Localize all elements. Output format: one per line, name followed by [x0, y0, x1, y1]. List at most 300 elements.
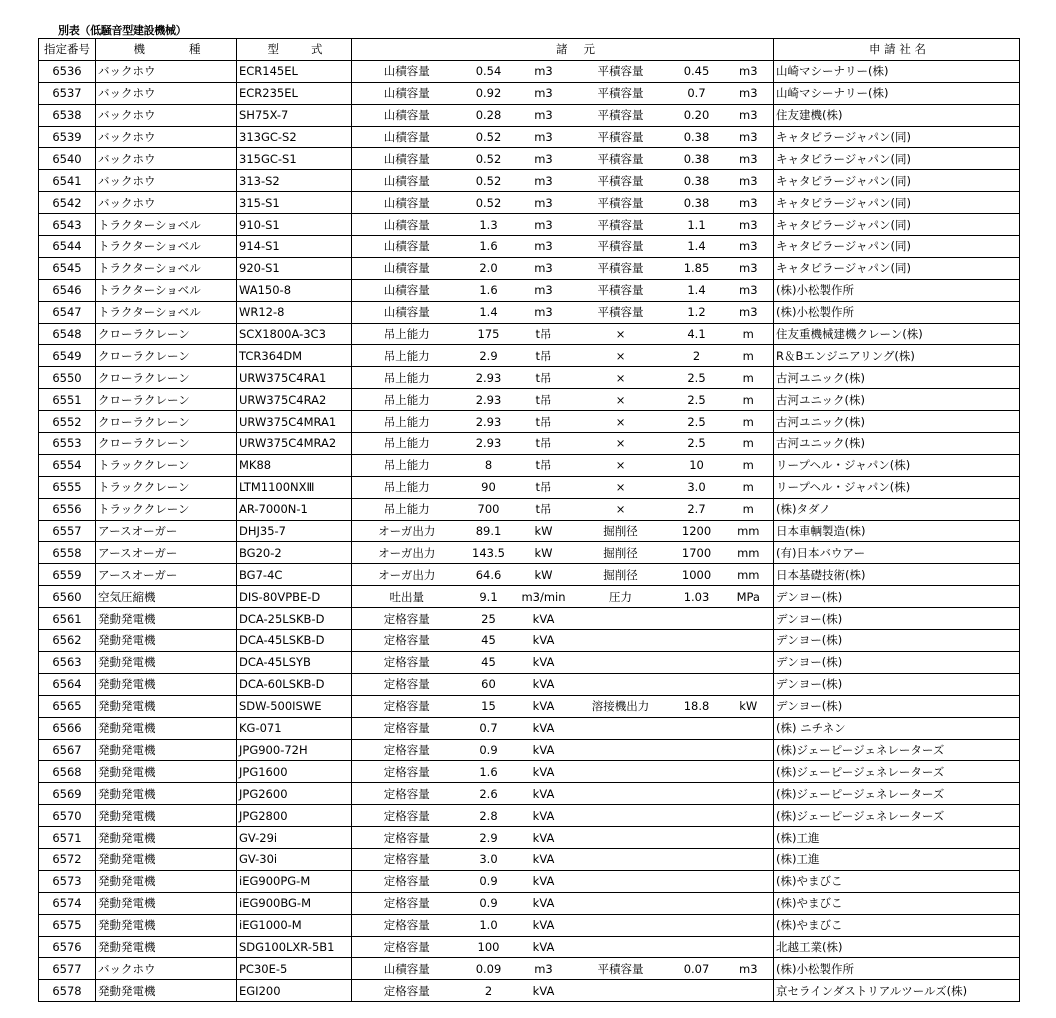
cell-spec-label: 定格容量 — [352, 717, 462, 739]
table-row — [39, 60, 1020, 82]
cell-spec-unit: m3 — [516, 236, 572, 258]
cell-company: キャタピラージャパン(同) — [774, 170, 1020, 192]
table-row — [39, 389, 1020, 411]
cell-company: デンヨー(株) — [774, 608, 1020, 630]
cell-spec-label: 吊上能力 — [352, 323, 462, 345]
cell-spec2-label: 平積容量 — [572, 958, 670, 980]
cell-spec-label: 山積容量 — [352, 126, 462, 148]
cell-number: 6557 — [39, 520, 96, 542]
cell-spec-value: 60 — [462, 673, 516, 695]
cell-machine: クローラクレーン — [96, 433, 237, 455]
cell-spec-label: 定格容量 — [352, 761, 462, 783]
cell-spec-value: 2 — [462, 980, 516, 1002]
cell-company: リープヘル・ジャパン(株) — [774, 476, 1020, 498]
cell-spec-label: 山積容量 — [352, 60, 462, 82]
table-row — [39, 564, 1020, 586]
cell-model: URW375C4MRA2 — [237, 433, 352, 455]
cell-spec-value: 175 — [462, 323, 516, 345]
table-row — [39, 104, 1020, 126]
cell-spec2-value — [670, 827, 724, 849]
cell-company: デンヨー(株) — [774, 695, 1020, 717]
cell-company: キャタピラージャパン(同) — [774, 236, 1020, 258]
cell-spec-value: 143.5 — [462, 542, 516, 564]
cell-spec-label: 山積容量 — [352, 170, 462, 192]
cell-company: (株)小松製作所 — [774, 958, 1020, 980]
cell-spec2-value — [670, 739, 724, 761]
table-row — [39, 82, 1020, 104]
table-row — [39, 301, 1020, 323]
cell-company: (株)やまびこ — [774, 914, 1020, 936]
cell-model: 313GC-S2 — [237, 126, 352, 148]
table-row — [39, 126, 1020, 148]
cell-machine: 発動発電機 — [96, 608, 237, 630]
cell-spec-unit: kVA — [516, 870, 572, 892]
cell-spec-unit: kVA — [516, 651, 572, 673]
cell-spec2-label — [572, 980, 670, 1002]
cell-company: 古河ユニック(株) — [774, 411, 1020, 433]
cell-spec2-value: 1000 — [670, 564, 724, 586]
cell-spec2-unit: m — [724, 476, 774, 498]
cell-spec-label: 定格容量 — [352, 936, 462, 958]
cell-number: 6565 — [39, 695, 96, 717]
cell-model: SCX1800A-3C3 — [237, 323, 352, 345]
cell-spec2-unit: m — [724, 498, 774, 520]
table-row — [39, 498, 1020, 520]
cell-model: WR12-8 — [237, 301, 352, 323]
cell-spec2-unit — [724, 892, 774, 914]
cell-model: GV-29i — [237, 827, 352, 849]
cell-machine: 発動発電機 — [96, 892, 237, 914]
table-row — [39, 520, 1020, 542]
cell-machine: アースオーガー — [96, 520, 237, 542]
cell-spec2-unit — [724, 848, 774, 870]
cell-spec2-value: 0.20 — [670, 104, 724, 126]
cell-company: (株)ジェーピージェネレーターズ — [774, 761, 1020, 783]
cell-company: (株)工進 — [774, 827, 1020, 849]
cell-spec2-label: 掘削径 — [572, 520, 670, 542]
cell-company: キャタピラージャパン(同) — [774, 192, 1020, 214]
cell-spec2-label: 平積容量 — [572, 148, 670, 170]
cell-machine: バックホウ — [96, 170, 237, 192]
cell-number: 6547 — [39, 301, 96, 323]
cell-machine: トラクターショベル — [96, 236, 237, 258]
cell-spec2-unit — [724, 761, 774, 783]
cell-spec-value: 90 — [462, 476, 516, 498]
cell-spec-label: 定格容量 — [352, 630, 462, 652]
cell-spec2-unit — [724, 673, 774, 695]
cell-spec2-unit — [724, 783, 774, 805]
cell-spec-value: 0.54 — [462, 60, 516, 82]
cell-spec-label: 吊上能力 — [352, 433, 462, 455]
table-row — [39, 279, 1020, 301]
cell-model: DCA-60LSKB-D — [237, 673, 352, 695]
cell-company: 山崎マシーナリー(株) — [774, 82, 1020, 104]
cell-company: (株)小松製作所 — [774, 301, 1020, 323]
header-company: 申 請 社 名 — [774, 39, 1020, 61]
cell-spec2-label: 平積容量 — [572, 192, 670, 214]
cell-spec2-unit: mm — [724, 542, 774, 564]
cell-machine: 発動発電機 — [96, 761, 237, 783]
cell-number: 6574 — [39, 892, 96, 914]
cell-spec2-label — [572, 848, 670, 870]
cell-spec-unit: t吊 — [516, 476, 572, 498]
cell-machine: アースオーガー — [96, 542, 237, 564]
cell-number: 6561 — [39, 608, 96, 630]
table-row — [39, 717, 1020, 739]
cell-spec2-value: 2.7 — [670, 498, 724, 520]
cell-company: 住友建機(株) — [774, 104, 1020, 126]
cell-spec2-label: × — [572, 433, 670, 455]
cell-spec-unit: kW — [516, 520, 572, 542]
cell-company: デンヨー(株) — [774, 673, 1020, 695]
cell-spec-label: 定格容量 — [352, 783, 462, 805]
cell-model: 315-S1 — [237, 192, 352, 214]
machine-table — [38, 38, 1020, 1002]
table-header-row — [39, 39, 1020, 61]
table-row — [39, 476, 1020, 498]
cell-machine: クローラクレーン — [96, 345, 237, 367]
cell-company: (株)やまびこ — [774, 892, 1020, 914]
cell-spec2-value — [670, 651, 724, 673]
cell-spec2-label — [572, 608, 670, 630]
cell-spec2-value — [670, 936, 724, 958]
cell-spec2-unit — [724, 608, 774, 630]
table-row — [39, 257, 1020, 279]
cell-spec-value: 9.1 — [462, 586, 516, 608]
cell-machine: 空気圧縮機 — [96, 586, 237, 608]
cell-spec-label: 定格容量 — [352, 805, 462, 827]
cell-machine: クローラクレーン — [96, 323, 237, 345]
page-title: 別表（低騒音型建設機械） — [58, 24, 187, 37]
cell-spec-value: 2.6 — [462, 783, 516, 805]
cell-model: PC30E-5 — [237, 958, 352, 980]
cell-spec-value: 45 — [462, 630, 516, 652]
cell-number: 6555 — [39, 476, 96, 498]
cell-spec-unit: m3 — [516, 214, 572, 236]
cell-company: 山崎マシーナリー(株) — [774, 60, 1020, 82]
cell-company: 古河ユニック(株) — [774, 389, 1020, 411]
cell-number: 6566 — [39, 717, 96, 739]
cell-spec-value: 1.6 — [462, 279, 516, 301]
cell-spec-label: 吊上能力 — [352, 389, 462, 411]
cell-spec2-label — [572, 739, 670, 761]
cell-spec-value: 100 — [462, 936, 516, 958]
cell-number: 6543 — [39, 214, 96, 236]
table-row — [39, 608, 1020, 630]
cell-spec-unit: m3 — [516, 257, 572, 279]
table-row — [39, 586, 1020, 608]
cell-number: 6545 — [39, 257, 96, 279]
table-row — [39, 651, 1020, 673]
table-row — [39, 805, 1020, 827]
cell-spec2-label: 平積容量 — [572, 236, 670, 258]
cell-number: 6572 — [39, 848, 96, 870]
cell-spec-value: 0.52 — [462, 126, 516, 148]
cell-spec2-label: × — [572, 476, 670, 498]
cell-model: URW375C4RA1 — [237, 367, 352, 389]
cell-spec-value: 2.93 — [462, 433, 516, 455]
cell-spec-label: 定格容量 — [352, 980, 462, 1002]
cell-model: 313-S2 — [237, 170, 352, 192]
cell-spec2-unit: m3 — [724, 192, 774, 214]
cell-spec-unit: kVA — [516, 892, 572, 914]
cell-spec-value: 0.9 — [462, 870, 516, 892]
cell-number: 6553 — [39, 433, 96, 455]
header-spec-2-cell — [572, 39, 774, 61]
cell-spec2-unit: m — [724, 345, 774, 367]
cell-spec-unit: t吊 — [516, 454, 572, 476]
cell-spec-label: 山積容量 — [352, 279, 462, 301]
cell-spec2-label: 平積容量 — [572, 60, 670, 82]
cell-spec2-label — [572, 761, 670, 783]
table-row — [39, 827, 1020, 849]
cell-number: 6576 — [39, 936, 96, 958]
cell-spec-value: 0.52 — [462, 170, 516, 192]
cell-machine: 発動発電機 — [96, 870, 237, 892]
header-spec-1: 諸 — [556, 42, 568, 57]
cell-model: DCA-25LSKB-D — [237, 608, 352, 630]
table-row — [39, 695, 1020, 717]
cell-spec2-label: 平積容量 — [572, 257, 670, 279]
cell-spec2-unit — [724, 630, 774, 652]
cell-machine: 発動発電機 — [96, 827, 237, 849]
cell-spec2-value: 2.5 — [670, 411, 724, 433]
cell-model: KG-071 — [237, 717, 352, 739]
cell-spec2-unit: kW — [724, 695, 774, 717]
cell-spec2-unit: mm — [724, 520, 774, 542]
cell-spec-unit: t吊 — [516, 498, 572, 520]
cell-spec-unit: m3 — [516, 170, 572, 192]
cell-spec-label: 定格容量 — [352, 914, 462, 936]
cell-number: 6571 — [39, 827, 96, 849]
cell-spec2-value: 18.8 — [670, 695, 724, 717]
cell-spec2-unit: m3 — [724, 126, 774, 148]
cell-spec2-unit: m3 — [724, 148, 774, 170]
cell-spec2-label: × — [572, 323, 670, 345]
cell-spec-unit: t吊 — [516, 389, 572, 411]
cell-spec-unit: kVA — [516, 608, 572, 630]
cell-spec2-label — [572, 783, 670, 805]
cell-spec2-value: 0.38 — [670, 148, 724, 170]
table-row — [39, 214, 1020, 236]
table-row — [39, 170, 1020, 192]
cell-company: デンヨー(株) — [774, 651, 1020, 673]
cell-model: iEG900PG-M — [237, 870, 352, 892]
cell-machine: 発動発電機 — [96, 914, 237, 936]
cell-spec-unit: kVA — [516, 739, 572, 761]
cell-spec-unit: kVA — [516, 827, 572, 849]
cell-number: 6564 — [39, 673, 96, 695]
cell-spec-label: 吊上能力 — [352, 454, 462, 476]
cell-model: DCA-45LSYB — [237, 651, 352, 673]
cell-spec-unit: t吊 — [516, 367, 572, 389]
cell-spec-label: 山積容量 — [352, 236, 462, 258]
cell-model: GV-30i — [237, 848, 352, 870]
table-row — [39, 433, 1020, 455]
cell-spec-label: 定格容量 — [352, 695, 462, 717]
cell-spec-unit: m3 — [516, 148, 572, 170]
cell-model: 315GC-S1 — [237, 148, 352, 170]
cell-model: URW375C4RA2 — [237, 389, 352, 411]
cell-spec2-label: × — [572, 411, 670, 433]
cell-machine: バックホウ — [96, 148, 237, 170]
cell-spec2-value: 1700 — [670, 542, 724, 564]
cell-model: DCA-45LSKB-D — [237, 630, 352, 652]
cell-spec2-value — [670, 673, 724, 695]
cell-number: 6573 — [39, 870, 96, 892]
cell-spec2-unit: mm — [724, 564, 774, 586]
cell-spec2-unit — [724, 827, 774, 849]
cell-spec-value: 0.52 — [462, 148, 516, 170]
cell-spec-unit: kVA — [516, 980, 572, 1002]
cell-spec-unit: kVA — [516, 761, 572, 783]
table-row — [39, 761, 1020, 783]
cell-company: デンヨー(株) — [774, 630, 1020, 652]
cell-spec-value: 0.09 — [462, 958, 516, 980]
cell-spec-value: 1.6 — [462, 236, 516, 258]
cell-spec-unit: t吊 — [516, 345, 572, 367]
cell-spec2-value — [670, 980, 724, 1002]
table-row — [39, 739, 1020, 761]
cell-company: (株)工進 — [774, 848, 1020, 870]
cell-spec2-label: 掘削径 — [572, 542, 670, 564]
cell-spec2-label — [572, 630, 670, 652]
cell-machine: トラクターショベル — [96, 257, 237, 279]
cell-spec2-unit: m — [724, 433, 774, 455]
cell-machine: バックホウ — [96, 82, 237, 104]
cell-model: WA150-8 — [237, 279, 352, 301]
cell-company: 古河ユニック(株) — [774, 367, 1020, 389]
cell-spec-label: 山積容量 — [352, 257, 462, 279]
cell-company: キャタピラージャパン(同) — [774, 126, 1020, 148]
cell-spec2-unit: m3 — [724, 170, 774, 192]
cell-spec-unit: m3 — [516, 192, 572, 214]
cell-machine: 発動発電機 — [96, 848, 237, 870]
cell-spec-unit: kVA — [516, 805, 572, 827]
cell-spec2-label: 掘削径 — [572, 564, 670, 586]
cell-spec-value: 3.0 — [462, 848, 516, 870]
table-row — [39, 454, 1020, 476]
cell-spec2-unit: m3 — [724, 214, 774, 236]
cell-spec2-label — [572, 717, 670, 739]
cell-spec2-value: 10 — [670, 454, 724, 476]
cell-spec2-value: 1.1 — [670, 214, 724, 236]
cell-spec2-value — [670, 761, 724, 783]
cell-spec-label: 吐出量 — [352, 586, 462, 608]
cell-spec-label: 定格容量 — [352, 848, 462, 870]
cell-spec-unit: t吊 — [516, 411, 572, 433]
cell-machine: 発動発電機 — [96, 630, 237, 652]
cell-spec2-unit: m — [724, 411, 774, 433]
table-row — [39, 192, 1020, 214]
cell-model: EGI200 — [237, 980, 352, 1002]
cell-spec2-unit: m — [724, 367, 774, 389]
cell-spec2-label: 平積容量 — [572, 301, 670, 323]
cell-model: MK88 — [237, 454, 352, 476]
header-machine-2: 種 — [189, 42, 201, 57]
cell-spec2-unit: MPa — [724, 586, 774, 608]
cell-machine: 発動発電機 — [96, 805, 237, 827]
cell-company: リープヘル・ジャパン(株) — [774, 454, 1020, 476]
header-model-1: 型 — [267, 42, 279, 57]
cell-model: JPG900-72H — [237, 739, 352, 761]
cell-spec-value: 15 — [462, 695, 516, 717]
table-row — [39, 783, 1020, 805]
cell-spec2-label: × — [572, 454, 670, 476]
table-row — [39, 323, 1020, 345]
table-body — [39, 60, 1020, 1001]
table-row — [39, 848, 1020, 870]
cell-spec2-label: 平積容量 — [572, 82, 670, 104]
cell-machine: 発動発電機 — [96, 980, 237, 1002]
cell-spec-label: 定格容量 — [352, 870, 462, 892]
cell-spec2-unit — [724, 805, 774, 827]
cell-machine: バックホウ — [96, 192, 237, 214]
cell-company: 古河ユニック(株) — [774, 433, 1020, 455]
cell-spec-label: 吊上能力 — [352, 367, 462, 389]
cell-company: 京セラインダストリアルツールズ(株) — [774, 980, 1020, 1002]
cell-spec2-unit: m3 — [724, 60, 774, 82]
cell-spec2-label — [572, 805, 670, 827]
cell-number: 6541 — [39, 170, 96, 192]
cell-spec-label: 山積容量 — [352, 192, 462, 214]
cell-model: SDG100LXR-5B1 — [237, 936, 352, 958]
cell-spec2-label — [572, 892, 670, 914]
cell-spec-label: 吊上能力 — [352, 476, 462, 498]
cell-spec-label: 山積容量 — [352, 148, 462, 170]
cell-spec-value: 2.9 — [462, 345, 516, 367]
cell-spec2-value: 1.85 — [670, 257, 724, 279]
cell-spec-value: 2.93 — [462, 411, 516, 433]
cell-spec-value: 2.8 — [462, 805, 516, 827]
cell-spec-unit: kVA — [516, 630, 572, 652]
cell-number: 6542 — [39, 192, 96, 214]
table-row — [39, 148, 1020, 170]
cell-spec2-value — [670, 914, 724, 936]
cell-spec2-label: 溶接機出力 — [572, 695, 670, 717]
table-row — [39, 980, 1020, 1002]
cell-model: SH75X-7 — [237, 104, 352, 126]
cell-spec-value: 1.6 — [462, 761, 516, 783]
cell-company: 日本基礎技術(株) — [774, 564, 1020, 586]
cell-model: BG7-4C — [237, 564, 352, 586]
cell-spec2-value: 1.4 — [670, 236, 724, 258]
cell-company: 住友重機械建機クレーン(株) — [774, 323, 1020, 345]
table-row — [39, 958, 1020, 980]
cell-model: DIS-80VPBE-D — [237, 586, 352, 608]
cell-spec2-unit: m — [724, 389, 774, 411]
cell-spec2-value: 2 — [670, 345, 724, 367]
cell-number: 6570 — [39, 805, 96, 827]
cell-spec-value: 0.52 — [462, 192, 516, 214]
cell-machine: 発動発電機 — [96, 783, 237, 805]
cell-model: TCR364DM — [237, 345, 352, 367]
cell-spec2-label: 圧力 — [572, 586, 670, 608]
table-row — [39, 236, 1020, 258]
cell-spec2-label: 平積容量 — [572, 104, 670, 126]
cell-company: (株) ニチネン — [774, 717, 1020, 739]
cell-spec2-value: 1.4 — [670, 279, 724, 301]
cell-number: 6563 — [39, 651, 96, 673]
cell-model: AR-7000N-1 — [237, 498, 352, 520]
cell-spec-value: 2.93 — [462, 389, 516, 411]
cell-company: 北越工業(株) — [774, 936, 1020, 958]
cell-spec-value: 1.4 — [462, 301, 516, 323]
cell-machine: トラッククレーン — [96, 476, 237, 498]
table-row — [39, 542, 1020, 564]
cell-machine: トラクターショベル — [96, 214, 237, 236]
cell-spec-unit: m3 — [516, 82, 572, 104]
